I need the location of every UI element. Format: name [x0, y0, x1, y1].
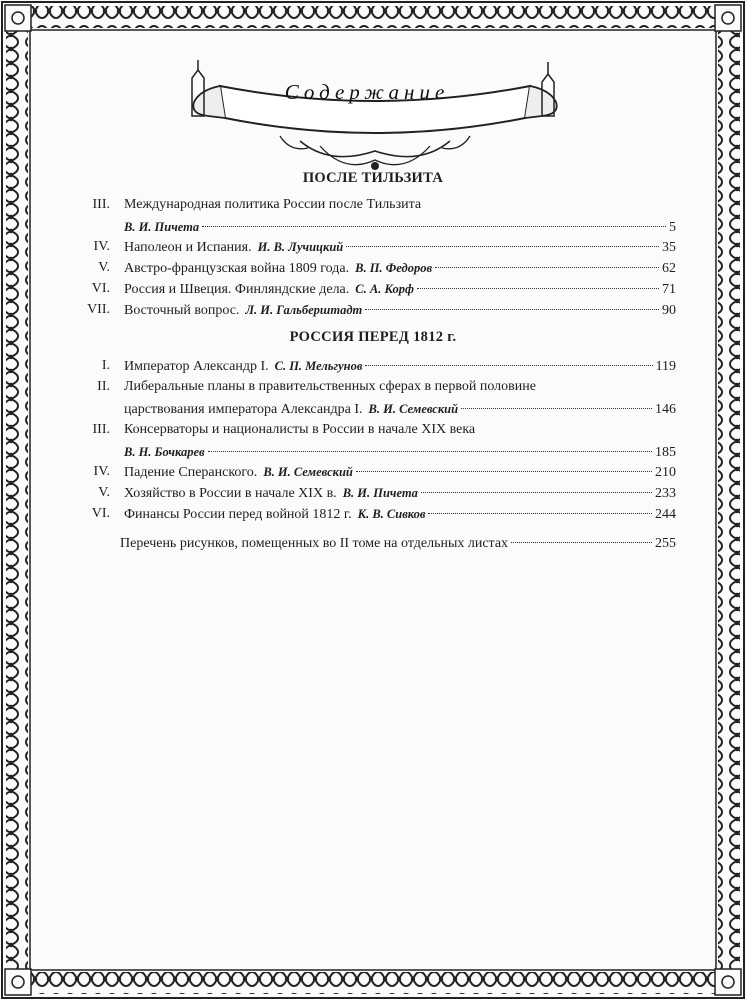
toc-entry-continuation[interactable]: [124, 400, 676, 419]
entry-page: 146: [655, 402, 676, 417]
dot-leader: [428, 513, 652, 514]
entry-title: Международная политика России после Тильзита: [124, 197, 422, 212]
entry-author: К. В. Сивков: [357, 507, 426, 521]
toc-illustrations-entry[interactable]: [120, 535, 676, 553]
dot-leader: [421, 492, 652, 493]
entry-title: Консерваторы и националисты в России в начале XIX века: [124, 422, 476, 437]
entry-page: 255: [655, 536, 676, 551]
entry-page: 233: [655, 486, 676, 501]
entry-number: I.: [101, 358, 110, 373]
toc-entry[interactable]: [93, 238, 676, 257]
entry-author: В. И. Пичета: [124, 220, 200, 234]
dot-leader: [208, 451, 652, 452]
entry-page: 119: [655, 359, 676, 374]
entry-number: VI.: [91, 281, 110, 296]
entry-page: 35: [662, 240, 676, 255]
entry-number: III.: [92, 422, 110, 437]
toc-entry[interactable]: [87, 301, 676, 320]
dot-leader: [365, 365, 652, 366]
toc-entry[interactable]: [101, 357, 676, 376]
entry-number: VI.: [91, 506, 110, 521]
entry-title: Австро-французская война 1809 года.: [124, 261, 350, 276]
page-title: Содержание: [284, 80, 450, 104]
entry-page: 185: [655, 445, 676, 460]
entry-page: 71: [662, 282, 676, 297]
entry-author: С. А. Корф: [355, 282, 414, 296]
entry-page: 5: [669, 220, 676, 235]
entry-number: IV.: [93, 464, 110, 479]
dot-leader: [365, 309, 659, 310]
dot-leader: [417, 288, 659, 289]
entry-title: Восточный вопрос.: [124, 303, 240, 318]
toc-entry[interactable]: [92, 421, 676, 439]
toc-entry[interactable]: [91, 505, 676, 524]
entry-author: В. П. Федоров: [355, 261, 433, 275]
entry-author: В. И. Семевский: [368, 402, 459, 416]
dot-leader: [435, 267, 659, 268]
entry-title: Хозяйство в России в начале XIX в.: [124, 486, 337, 501]
entry-number: III.: [92, 197, 110, 212]
entry-author: В. И. Семевский: [263, 465, 353, 479]
entry-author: В. Н. Бочкарев: [124, 445, 205, 459]
entry-title: Император Александр I.: [124, 359, 269, 374]
entry-number: II.: [97, 379, 110, 394]
toc-entry[interactable]: [98, 259, 676, 278]
entry-number: VII.: [87, 302, 110, 317]
entry-title: Либеральные планы в правительственных сферах в первой половине: [124, 379, 536, 394]
entry-title-continuation: царствования императора Александра I.: [124, 402, 363, 417]
entry-page: 244: [655, 507, 676, 522]
toc-entry[interactable]: [92, 196, 676, 214]
entry-title: Финансы России перед войной 1812 г.: [124, 507, 352, 522]
entry-title: Россия и Швеция. Финляндские дела.: [124, 282, 350, 297]
section-heading: РОССИЯ ПЕРЕД 1812 г.: [289, 329, 457, 345]
entry-page: 90: [662, 303, 676, 318]
entry-author: В. И. Пичета: [342, 486, 418, 500]
toc-entry-continuation[interactable]: [124, 218, 676, 237]
entry-author: Л. И. Гальберштадт: [245, 303, 363, 317]
entry-number: V.: [98, 260, 110, 275]
entry-title: Наполеон и Испания.: [124, 240, 252, 255]
toc-entry-continuation[interactable]: [124, 443, 676, 462]
entry-number: V.: [98, 485, 110, 500]
dot-leader: [202, 226, 666, 227]
entry-number: IV.: [93, 239, 110, 254]
entry-author: И. В. Лучицкий: [257, 240, 344, 254]
dot-leader: [356, 471, 652, 472]
toc-entry[interactable]: [97, 378, 676, 396]
entry-title: Перечень рисунков, помещенных во II томе на отдельных листах: [120, 536, 509, 551]
dot-leader: [511, 542, 652, 543]
dot-leader: [346, 246, 659, 247]
dot-leader: [461, 408, 652, 409]
entry-title: Падение Сперанского.: [124, 465, 258, 480]
section-heading: ПОСЛЕ ТИЛЬЗИТА: [302, 170, 444, 186]
toc-entry[interactable]: [93, 463, 676, 482]
entry-author: С. П. Мельгунов: [274, 359, 363, 373]
toc-entry[interactable]: [91, 280, 676, 299]
entry-page: 210: [655, 465, 676, 480]
entry-page: 62: [662, 261, 676, 276]
toc-entry[interactable]: [98, 484, 676, 503]
